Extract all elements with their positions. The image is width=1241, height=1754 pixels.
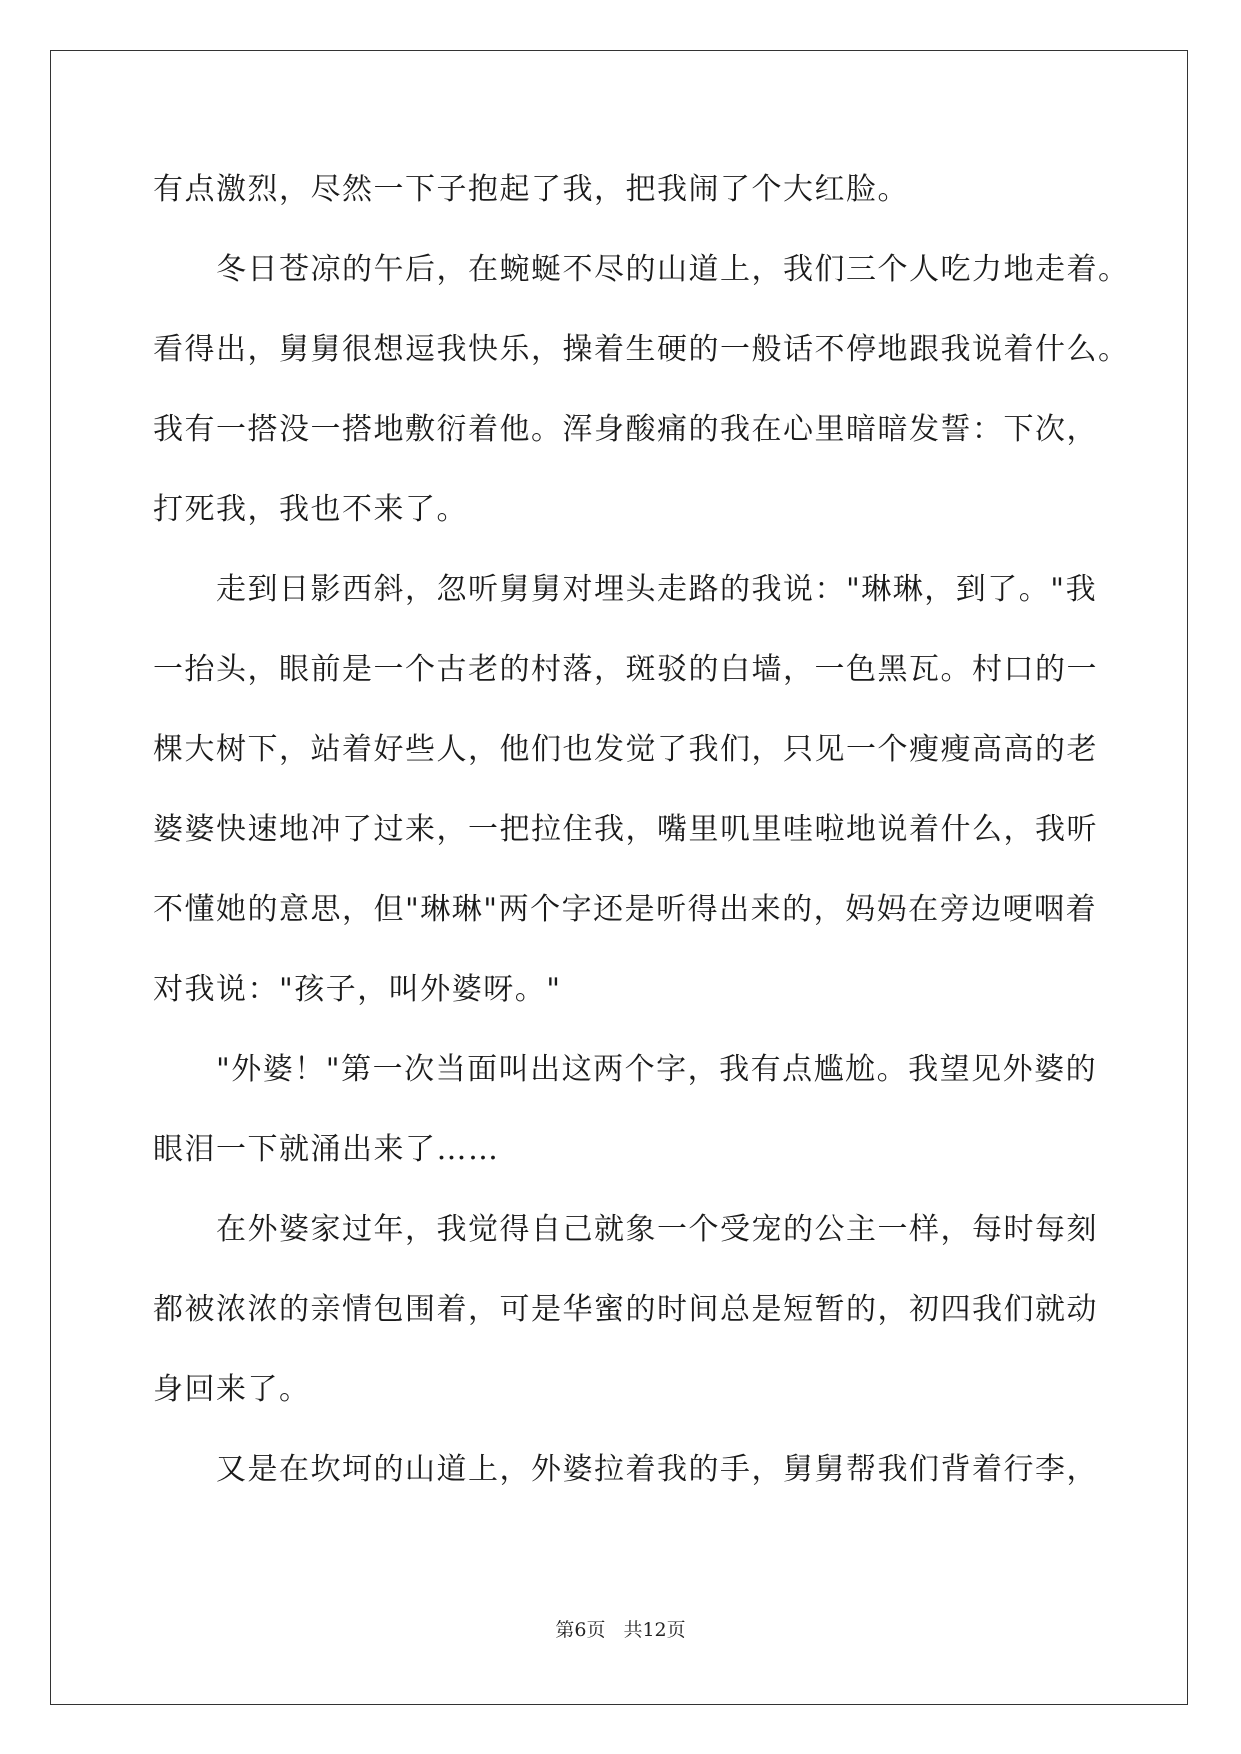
text-line: 身回来了。 [153, 1372, 311, 1407]
page-footer [0, 1618, 1241, 1642]
text-line: 一抬头，眼前是一个古老的村落，斑驳的白墙，一色黑瓦。村口的一 [153, 652, 1098, 687]
text-line: 打死我，我也不来了。 [153, 492, 468, 527]
text-line: 走到日影西斜，忽听舅舅对埋头走路的我说："琳琳，到了。"我 [216, 572, 1098, 607]
text-line: 看得出，舅舅很想逗我快乐，操着生硬的一般话不停地跟我说着什么。 [153, 332, 1130, 367]
text-line: 眼泪一下就涌出来了…… [153, 1132, 500, 1167]
text-line: "外婆！"第一次当面叫出这两个字，我有点尴尬。我望见外婆的 [216, 1052, 1098, 1087]
text-line: 对我说："孩子，叫外婆呀。" [153, 972, 562, 1007]
text-line: 我有一搭没一搭地敷衍着他。浑身酸痛的我在心里暗暗发誓：下次， [153, 412, 1098, 447]
page-number: 第6页 [555, 1619, 606, 1641]
text-line: 冬日苍凉的午后，在蜿蜒不尽的山道上，我们三个人吃力地走着。 [216, 252, 1130, 287]
page-total: 共12页 [623, 1619, 686, 1641]
text-line: 不懂她的意思，但"琳琳"两个字还是听得出来的，妈妈在旁边哽咽着 [153, 892, 1098, 927]
text-line: 婆婆快速地冲了过来，一把拉住我，嘴里叽里哇啦地说着什么，我听 [153, 812, 1098, 847]
text-line: 棵大树下，站着好些人，他们也发觉了我们，只见一个瘦瘦高高的老 [153, 732, 1098, 767]
text-line: 有点激烈，尽然一下子抱起了我，把我闹了个大红脸。 [153, 172, 909, 207]
text-line: 又是在坎坷的山道上，外婆拉着我的手，舅舅帮我们背着行李， [216, 1452, 1098, 1487]
text-line: 都被浓浓的亲情包围着，可是华蜜的时间总是短暂的，初四我们就动 [153, 1292, 1098, 1327]
text-line: 在外婆家过年，我觉得自己就象一个受宠的公主一样，每时每刻 [216, 1212, 1098, 1247]
